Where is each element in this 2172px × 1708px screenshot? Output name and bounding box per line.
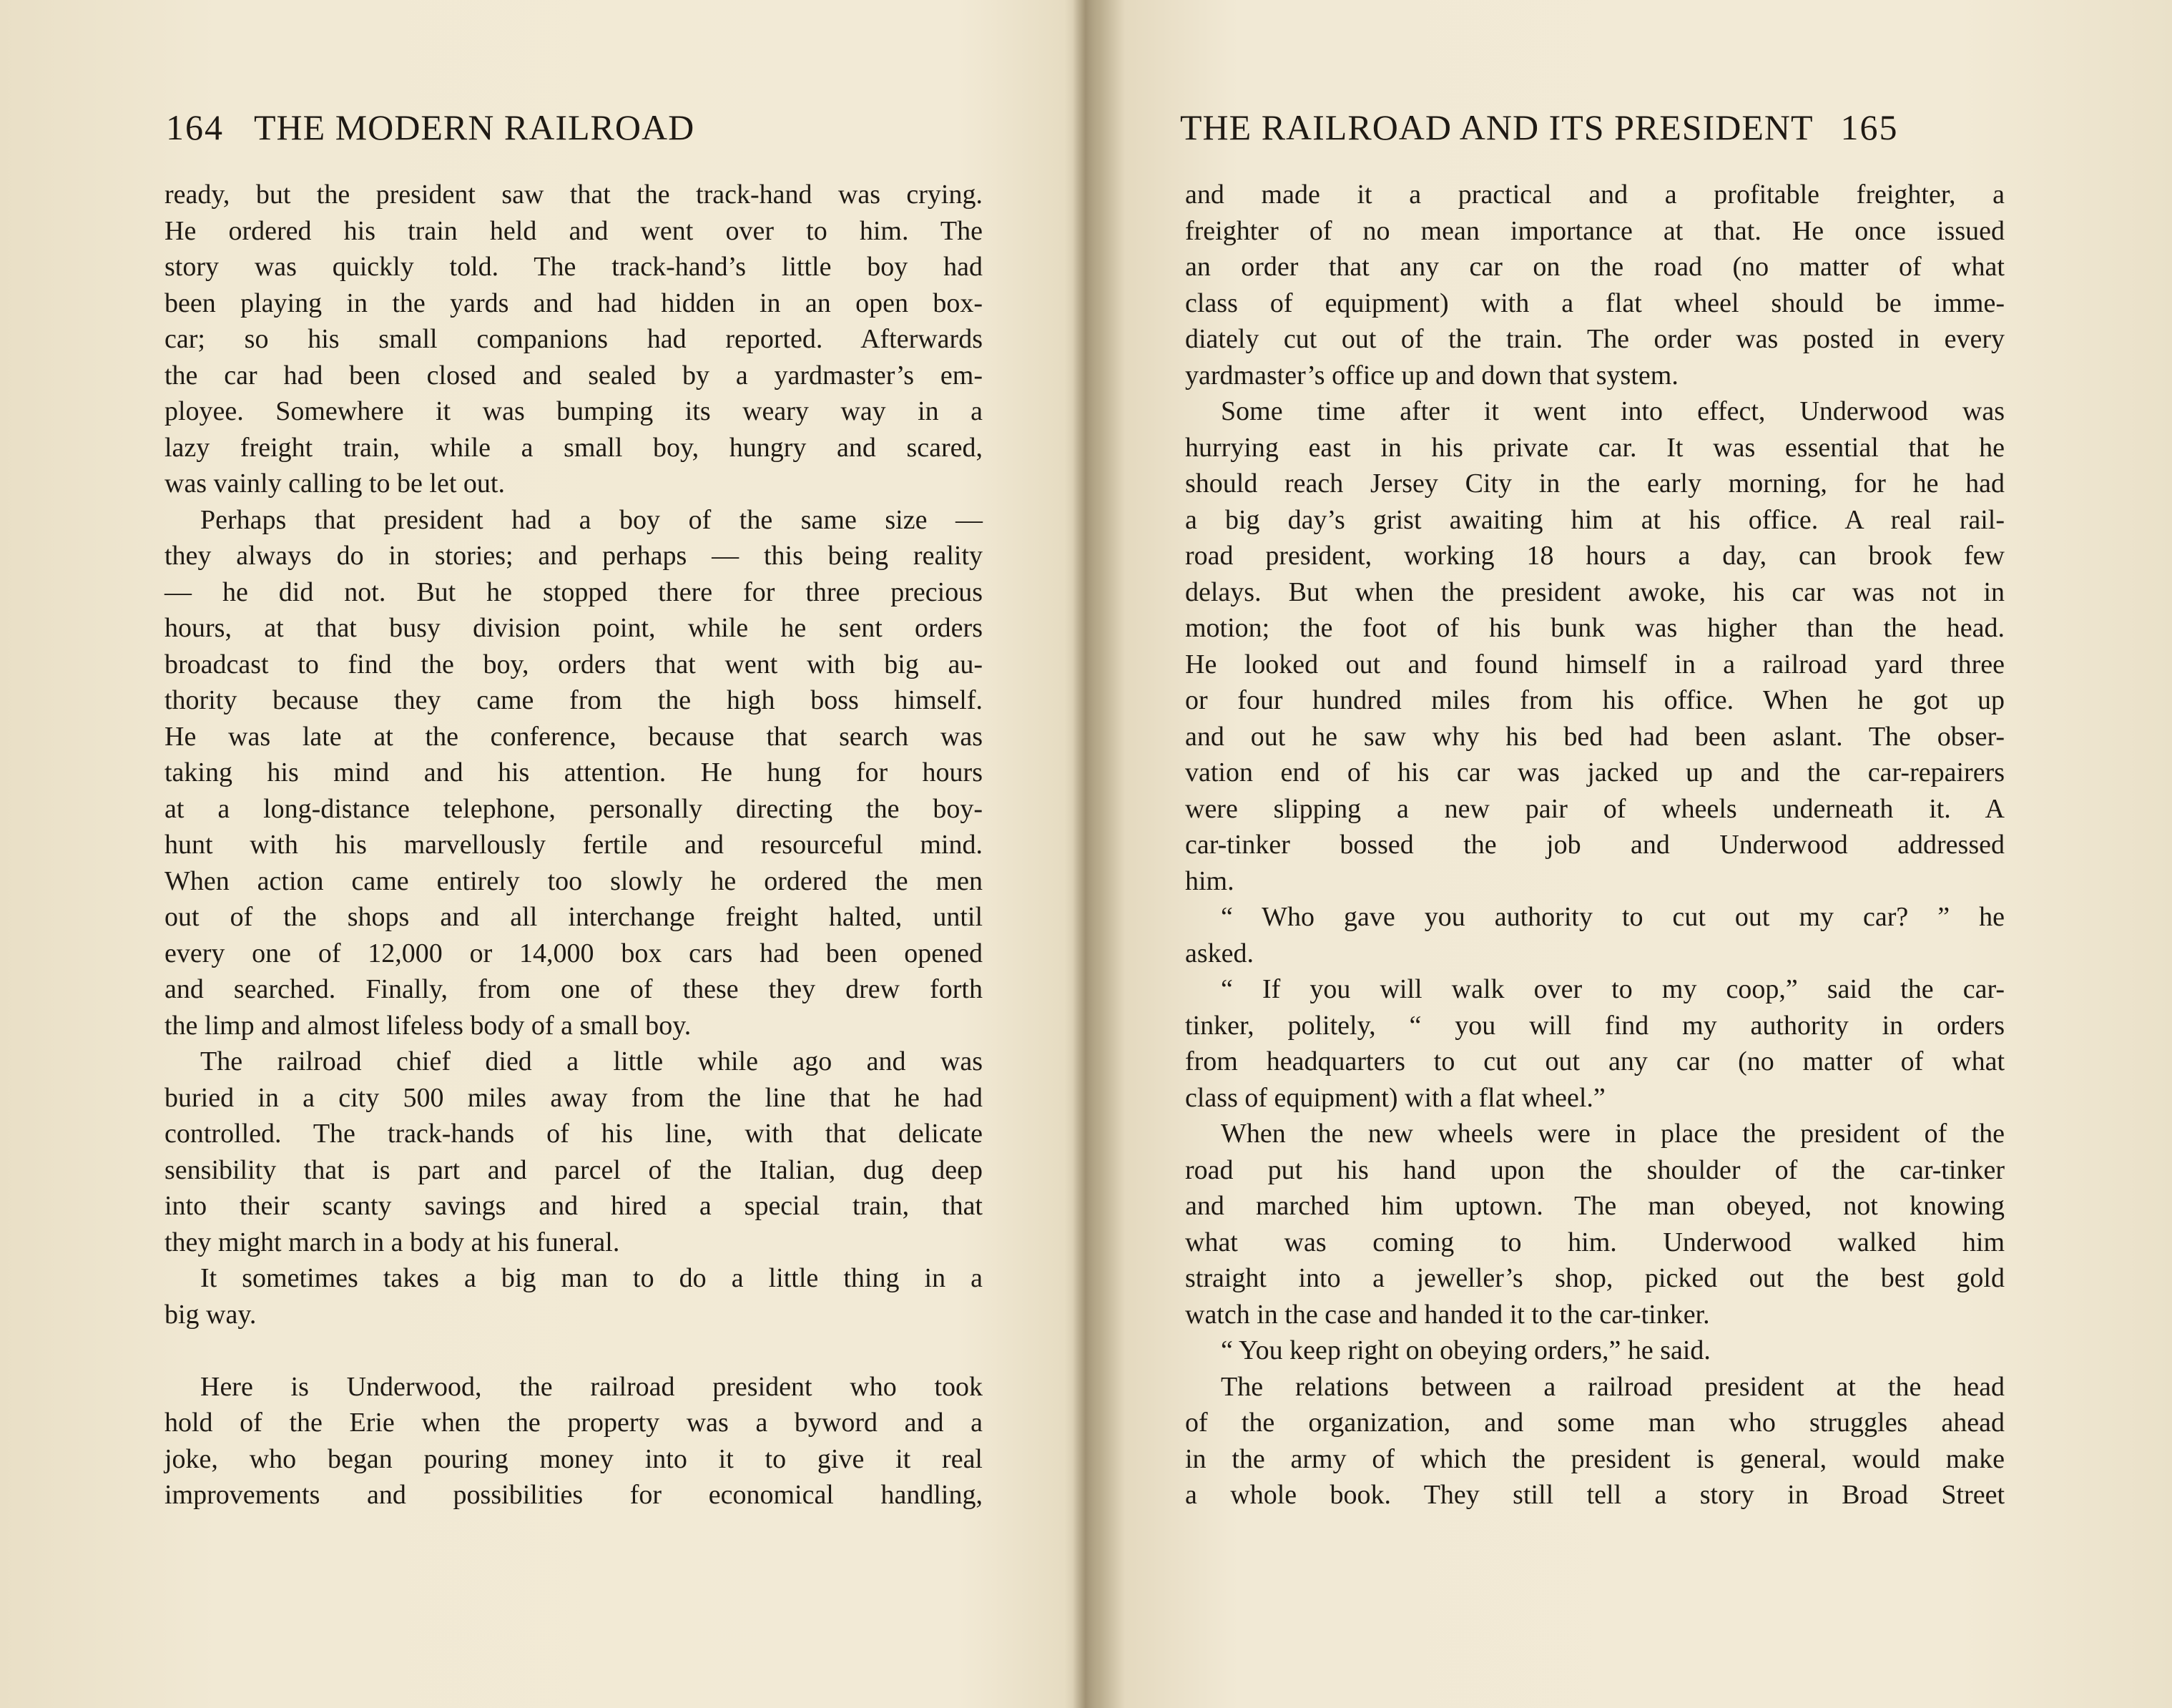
text-line: motion; the foot of his bunk was higher than the head. bbox=[1185, 613, 2005, 643]
text-line: at a long-distance telephone, personally directing the boy- bbox=[164, 793, 983, 824]
right-running-title: THE RAILROAD AND ITS PRESIDENT bbox=[1180, 107, 1814, 147]
text-line: asked. bbox=[1185, 938, 1254, 968]
text-line: Here is Underwood, the railroad president who took bbox=[200, 1371, 983, 1402]
right-running-head bbox=[1180, 106, 2003, 149]
text-line: were slipping a new pair of wheels underneath it. A bbox=[1185, 793, 2005, 824]
text-line: Some time after it went into effect, Underwood was bbox=[1221, 396, 2005, 426]
right-page bbox=[1094, 0, 2172, 1708]
text-line: freighter of no mean importance at that. He once issued bbox=[1185, 215, 2005, 246]
text-line: joke, who began pouring money into it to give it real bbox=[164, 1443, 983, 1474]
text-line: they might march in a body at his funeral. bbox=[164, 1227, 620, 1257]
text-line: hurrying east in his private car. It was essential that he bbox=[1185, 432, 2005, 463]
left-running-title: THE MODERN RAILROAD bbox=[254, 107, 695, 147]
text-line: car; so his small companions had reported. Afterwards bbox=[164, 324, 983, 354]
text-line: “ If you will walk over to my coop,” said the car- bbox=[1221, 974, 2005, 1004]
text-line: “ Who gave you authority to cut out my car? ” he bbox=[1221, 902, 2005, 932]
text-line: hunt with his marvellously fertile and resourceful mind. bbox=[164, 830, 983, 860]
text-line: should reach Jersey City in the early morning, for he had bbox=[1185, 468, 2005, 499]
text-line: into their scanty savings and hired a special train, that bbox=[164, 1191, 983, 1221]
text-line: what was coming to him. Underwood walked him bbox=[1185, 1227, 2005, 1257]
text-line: big way. bbox=[164, 1299, 257, 1330]
text-line: and marched him uptown. The man obeyed, not knowing bbox=[1185, 1191, 2005, 1221]
text-line: broadcast to find the boy, orders that went with big au- bbox=[164, 649, 983, 679]
text-line: or four hundred miles from his office. When he got up bbox=[1185, 685, 2005, 715]
text-line: and made it a practical and a profitable freighter, a bbox=[1185, 180, 2005, 210]
text-line: an order that any car on the road (no matter of what bbox=[1185, 252, 2005, 282]
left-page-number: 164 bbox=[166, 107, 224, 147]
text-line: him. bbox=[1185, 865, 1234, 896]
text-line: buried in a city 500 miles away from the line that he had bbox=[164, 1082, 983, 1113]
text-line: “ You keep right on obeying orders,” he said. bbox=[1221, 1335, 1711, 1365]
text-line: lazy freight train, while a small boy, hungry and scared, bbox=[164, 432, 983, 463]
text-line: every one of 12,000 or 14,000 box cars had been opened bbox=[164, 938, 983, 968]
text-line: diately cut out of the train. The order was posted in every bbox=[1185, 324, 2005, 354]
text-line: road president, working 18 hours a day, can brook few bbox=[1185, 541, 2005, 571]
text-line: thority because they came from the high boss himself. bbox=[164, 685, 983, 715]
text-line: road put his hand upon the shoulder of the car-tinker bbox=[1185, 1154, 2005, 1185]
right-page-number: 165 bbox=[1840, 107, 1899, 147]
section-break bbox=[164, 1332, 983, 1369]
text-line: was vainly calling to be let out. bbox=[164, 468, 505, 499]
text-line: hold of the Erie when the property was a byword and a bbox=[164, 1408, 983, 1438]
text-line: watch in the case and handed it to the car-tinker. bbox=[1185, 1299, 1710, 1330]
text-line: ployee. Somewhere it was bumping its weary way in a bbox=[164, 396, 983, 426]
text-line: hours, at that busy division point, while he sent orders bbox=[164, 613, 983, 643]
text-line: car-tinker bossed the job and Underwood addressed bbox=[1185, 830, 2005, 860]
text-line: the limp and almost lifeless body of a small boy. bbox=[164, 1010, 692, 1041]
text-line: a big day’s grist awaiting him at his office. A real rail- bbox=[1185, 504, 2005, 535]
text-line: class of equipment) with a flat wheel.” bbox=[1185, 1082, 1606, 1113]
text-line: straight into a jeweller’s shop, picked out the best gold bbox=[1185, 1263, 2005, 1293]
text-line: yardmaster’s office up and down that system. bbox=[1185, 360, 1679, 391]
text-line: ready, but the president saw that the track-hand was crying. bbox=[164, 180, 983, 210]
text-line: taking his mind and his attention. He hung for hours bbox=[164, 757, 983, 787]
text-line: and out he saw why his bed had been aslant. The obser- bbox=[1185, 721, 2005, 752]
text-line: He looked out and found himself in a railroad yard three bbox=[1185, 649, 2005, 679]
text-line: When action came entirely too slowly he ordered the men bbox=[164, 865, 983, 896]
left-text-block bbox=[164, 177, 983, 1513]
text-line: It sometimes takes a big man to do a little thing in a bbox=[200, 1263, 983, 1293]
text-line: sensibility that is part and parcel of the Italian, dug deep bbox=[164, 1154, 983, 1185]
right-text-block bbox=[1185, 177, 2005, 1513]
text-line: in the army of which the president is general, would make bbox=[1185, 1443, 2005, 1474]
text-line: out of the shops and all interchange freight halted, until bbox=[164, 902, 983, 932]
text-line: — he did not. But he stopped there for three precious bbox=[164, 576, 983, 607]
text-line: of the organization, and some man who struggles ahead bbox=[1185, 1408, 2005, 1438]
text-line: When the new wheels were in place the president of the bbox=[1221, 1119, 2005, 1149]
text-line: controlled. The track-hands of his line, with that delicate bbox=[164, 1119, 983, 1149]
text-line: The relations between a railroad president at the head bbox=[1221, 1371, 2005, 1402]
text-line: class of equipment) with a flat wheel should be imme- bbox=[1185, 288, 2005, 318]
text-line: and searched. Finally, from one of these they drew forth bbox=[164, 974, 983, 1004]
text-line: improvements and possibilities for economical handling, bbox=[164, 1480, 983, 1510]
text-line: Perhaps that president had a boy of the same size — bbox=[200, 504, 983, 535]
text-line: tinker, politely, “ you will find my authority in orders bbox=[1185, 1010, 2005, 1041]
text-line: they always do in stories; and perhaps — this being reality bbox=[164, 541, 983, 571]
text-line: from headquarters to cut out any car (no matter of what bbox=[1185, 1046, 2005, 1076]
left-page bbox=[0, 0, 1076, 1708]
text-line: He ordered his train held and went over to him. The bbox=[164, 215, 983, 246]
text-line: He was late at the conference, because that search was bbox=[164, 721, 983, 752]
text-line: a whole book. They still tell a story in Broad Street bbox=[1185, 1480, 2005, 1510]
text-line: The railroad chief died a little while ago and was bbox=[200, 1046, 983, 1076]
text-line: been playing in the yards and had hidden in an open box- bbox=[164, 288, 983, 318]
text-line: vation end of his car was jacked up and the car-repairers bbox=[1185, 757, 2005, 787]
text-line: the car had been closed and sealed by a yardmaster’s em- bbox=[164, 360, 983, 391]
left-running-head bbox=[166, 106, 985, 149]
text-line: story was quickly told. The track-hand’s little boy had bbox=[164, 252, 983, 282]
text-line: delays. But when the president awoke, his car was not in bbox=[1185, 576, 2005, 607]
